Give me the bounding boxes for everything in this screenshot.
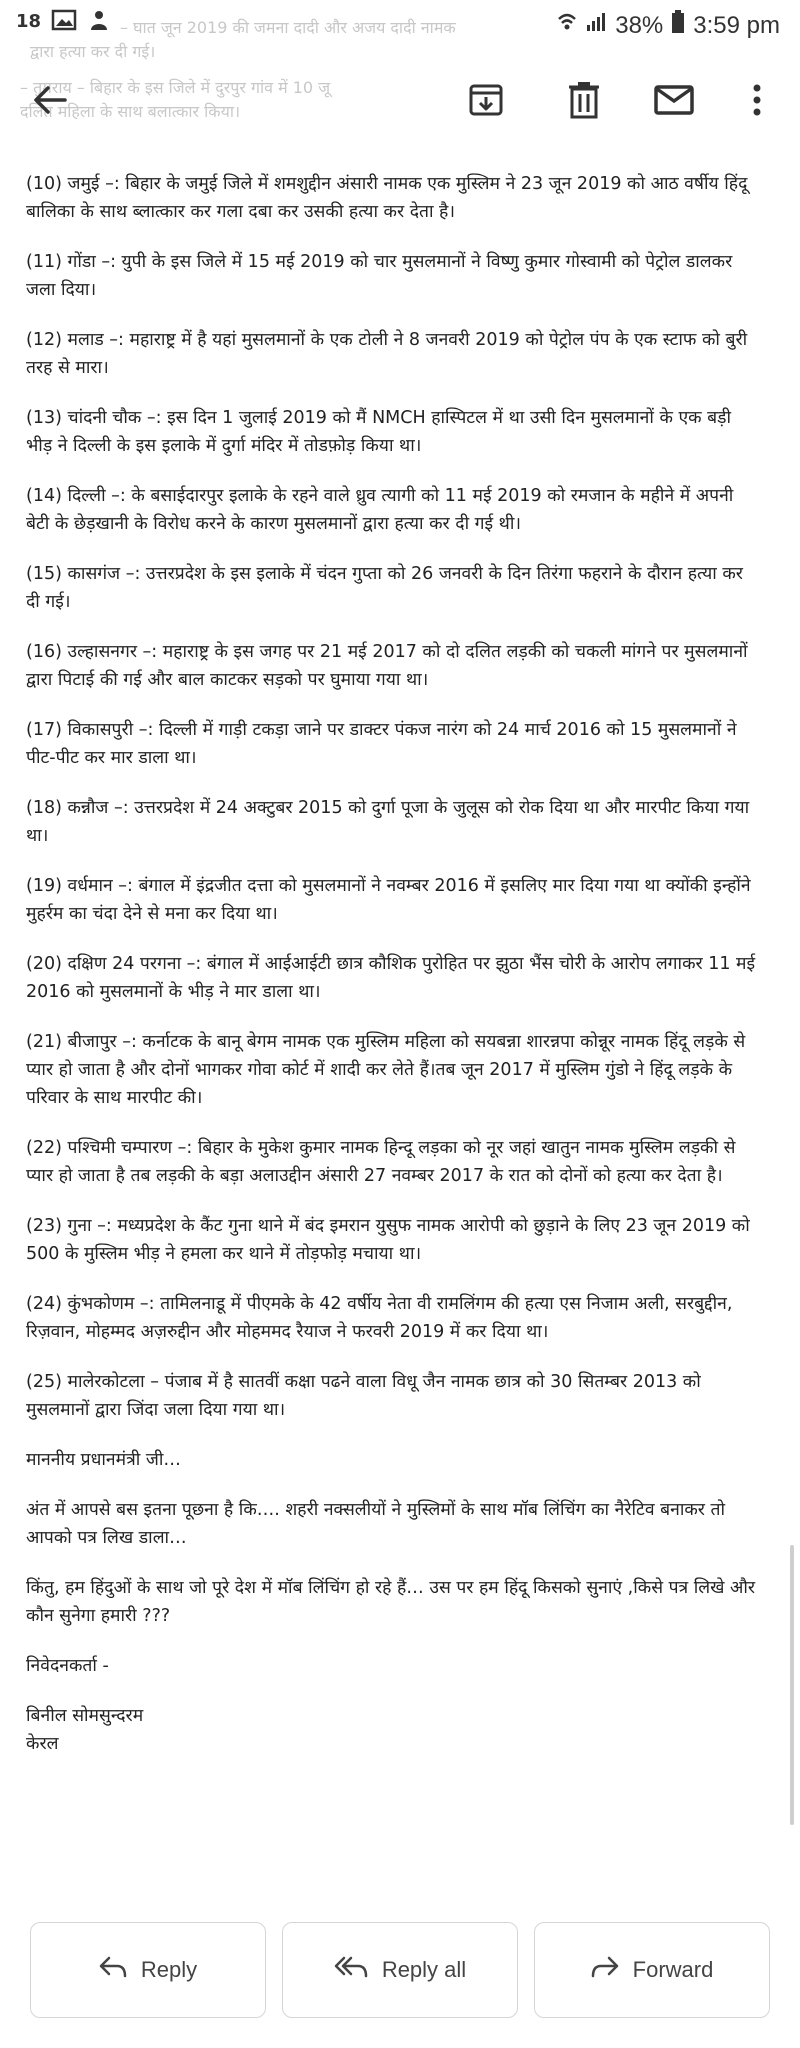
more-vertical-icon [753,84,761,120]
salutation: माननीय प्रधानमंत्री जी… [26,1450,181,1470]
forward-icon [591,1956,619,1984]
reply-label: Reply [140,1957,198,1982]
reply-all-icon [334,1956,368,1984]
reply-icon [99,1956,127,1984]
battery-percent: 38% [615,11,664,39]
mark-unread-button[interactable] [652,80,696,124]
forward-label: Forward [632,1957,714,1982]
background-notification-text: – तुमराय – बिहार के इस जिले में दुरपुर गांव में 10 जू [20,78,331,97]
list-item: (15) कासगंज –: उत्तरप्रदेश के इस इलाके में चंदन गुप्ता को 26 जनवरी के दिन तिरंगा फहराने के दौरान हत्या कर दी गई। [26,564,743,612]
notification-count: 18 [16,11,42,32]
background-notification-text: दलित महिला के साथ बलात्कार किया। [20,102,241,121]
status-time: 3:59 pm [693,11,780,39]
signoff-label: निवेदनकर्ता - [26,1656,109,1676]
signature-name: बिनील सोमसुन्दरम [26,1706,144,1726]
archive-button[interactable] [464,80,508,124]
background-notification-text: द्वारा हत्या कर दी गई। [30,42,156,61]
list-item: (17) विकासपुरी –: दिल्ली में गाड़ी टकड़ा जाने पर डाक्टर पंकज नारंग को 24 मार्च 2016 को 15 मुसलमानों ने पीट-पीट कर मार डाला था। [26,720,737,768]
status-left [16,8,111,36]
forward-button[interactable] [534,1922,770,2018]
list-item: (21) बीजापुर –: कर्नाटक के बानू बेगम नामक एक मुस्लिम महिला को सयबन्ना शारन्नपा कोन्नूर नामक हिंदू लड़के से प्यार हो जाता है और दोनों भागकर गोवा कोर्ट में शादी कर लेते हैं।तब जून 2017 में मुस्लिम गुंडो ने हिंदू लड़के के परिवार के साथ मारपीट की। [26,1032,746,1108]
scrollbar[interactable] [790,1545,794,1825]
list-item: (10) जमुई –: बिहार के जमुई जिले में शमशुद्दीन अंसारी नामक एक मुस्लिम ने 23 जून 2019 को आठ वर्षीय हिंदू बालिका के साथ ब्लात्कार कर गला दबा कर उसकी हत्या कर देता है। [26,174,748,222]
email-body [26,170,761,1780]
list-item: (16) उल्हासनगर –: महाराष्ट्र के इस जगह पर 21 मई 2017 को दो दलित लड़की को चकली मांगने पर मुसलमानों द्वारा पिटाई की गई और बाल काटकर सड़को पर घुमाया गया था। [26,642,748,690]
delete-button[interactable] [562,80,606,124]
list-item: (18) कन्नौज –: उत्तरप्रदेश में 24 अक्टुबर 2015 को दुर्गा पूजा के जुलूस को रोक दिया था और मारपीट किया गया था। [26,798,750,846]
more-options-button[interactable] [742,80,772,124]
signature-place: केरल [26,1734,59,1754]
status-bar [0,0,800,61]
list-item: (13) चांदनी चौक –: इस दिन 1 जुलाई 2019 को मैं NMCH हास्पिटल में था उसी दिन मुसलमानों के एक बड़ी भीड़ ने दिल्ली के इस इलाके में दुर्गा मंदिर में तोडफ़ोड़ किया था। [26,408,732,456]
back-button[interactable] [28,80,72,124]
list-item: (22) पश्चिमी चम्पारण –: बिहार के मुकेश कुमार नामक हिन्दू लड़का को नूर जहां खातुन नामक मुस्लिम लड़की से प्यार हो जाता है तब लड़की के बड़ा अलाउद्दीन अंसारी 27 नवम्बर 2017 के रात को दोनों को हत्या कर देता है। [26,1138,736,1186]
status-right [557,10,780,41]
email-actions [30,1922,770,2018]
list-item: (12) मलाड –: महाराष्ट्र में है यहां मुसलमानों के एक टोली ने 8 जनवरी 2019 को पेट्रोल पंप के एक स्टाफ को बुरी तरह से मारा। [26,330,748,378]
wifi-icon [557,11,577,40]
reply-button[interactable] [30,1922,266,2018]
trash-icon [567,81,601,123]
reply-all-button[interactable] [282,1922,518,2018]
app-notification-icon [87,8,111,36]
list-item: (23) गुना –: मध्यप्रदेश के कैंट गुना थाने में बंद इमरान युसुफ नामक आरोपी को छुड़ाने के लिए 23 जून 2019 को 500 के मुस्लिम भीड़ ने हमला कर थाने में तोड़फोड़ मचाया था। [26,1216,750,1264]
archive-icon [468,82,504,122]
closing-paragraph: किंतु, हम हिंदुओं के साथ जो पूरे देश में मॉब लिंचिंग हो रहे हैं… उस पर हम हिंदू किसको सुनाएं ,किसे पत्र लिखे और कौन सुनेगा हमारी ??? [26,1578,756,1626]
list-item: (24) कुंभकोणम –: तामिलनाडू में पीएमके के 42 वर्षीय नेता वी रामलिंगम की हत्या एस निजाम अली, सरबुद्दीन, रिज़वान, मोहम्मद अज़रुद्दीन और मोहममद रैयाज ने फरवरी 2019 में कर दिया था। [26,1294,733,1342]
list-item: (25) मालेरकोटला – पंजाब में है सातवीं कक्षा पढने वाला विधू जैन नामक छात्र को 30 सितम्बर 2013 को मुसलमानों द्वारा जिंदा जला दिया गया था। [26,1372,701,1420]
arrow-left-icon [33,85,67,119]
background-notification-text: – घात जून 2019 की जमना दादी और अजय दादी नामक [120,18,456,37]
envelope-icon [654,85,694,119]
image-icon [51,9,77,35]
list-item: (11) गोंडा –: युपी के इस जिले में 15 मई 2019 को चार मुसलमानों ने विष्णु कुमार गोस्वामी को पेट्रोल डालकर जला दिया। [26,252,733,300]
signal-icon [585,11,607,40]
battery-icon [671,10,685,41]
list-item: (19) वर्धमान –: बंगाल में इंद्रजीत दत्ता को मुसलमानों ने नवम्बर 2016 में इसलिए मार दिया गया था क्योंकी इन्होंने मुहर्रम का चंदा देने से मना कर दिया था। [26,876,751,924]
reply-all-label: Reply all [381,1957,467,1982]
list-item: (20) दक्षिण 24 परगना –: बंगाल में आईआईटी छात्र कौशिक पुरोहित पर झुठा भैंस चोरी के आरोप लगाकर 11 मई 2016 को मुसलमानों के भीड़ ने मार डाला था। [26,954,756,1002]
email-toolbar [0,70,800,134]
list-item: (14) दिल्ली –: के बसाईदारपुर इलाके के रहने वाले ध्रुव त्यागी को 11 मई 2019 को रमजान के महीने में अपनी बेटी के छेड़खानी के विरोध करने के कारण मुसलमानों द्वारा हत्या कर दी गई थी। [26,486,734,534]
closing-paragraph: अंत में आपसे बस इतना पूछना है कि…. शहरी नक्सलीयों ने मुस्लिमों के साथ मॉब लिंचिंग का नैरेटिव बनाकर तो आपको पत्र लिख डाला… [26,1500,726,1548]
